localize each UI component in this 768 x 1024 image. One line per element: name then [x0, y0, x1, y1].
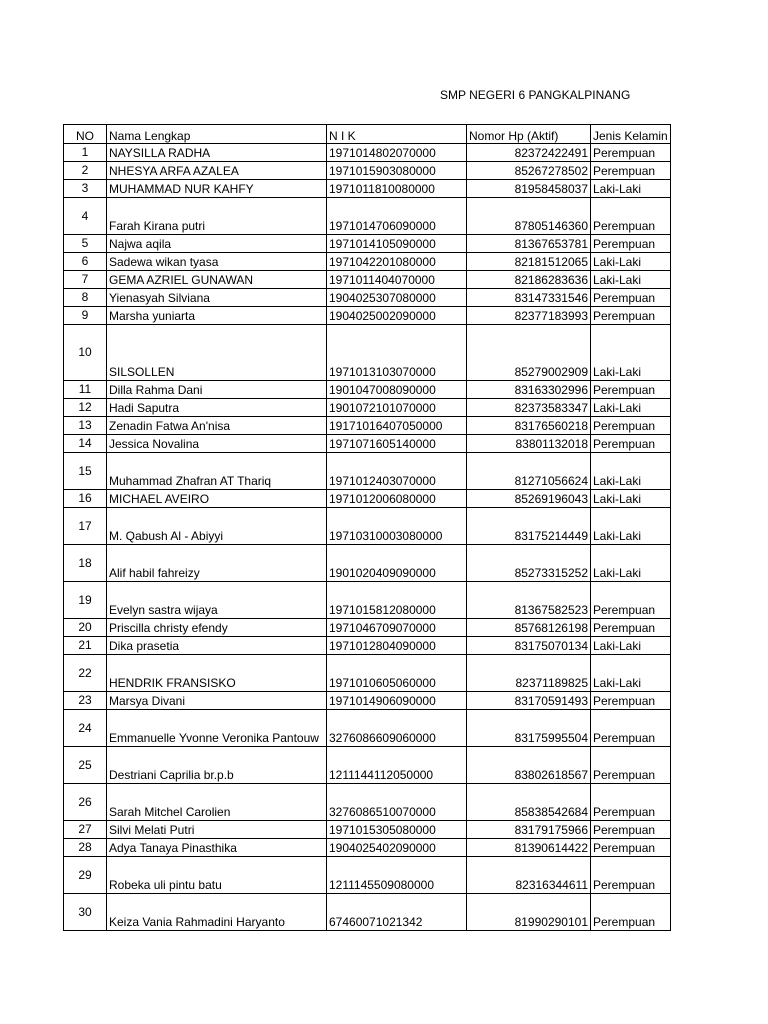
- gender: Laki-Laki: [591, 545, 671, 582]
- nik-value: 1971011404070000: [327, 271, 467, 289]
- phone-number: 87805146360: [467, 198, 591, 235]
- student-name: Emmanuelle Yvonne Veronika Pantouw: [107, 710, 327, 747]
- table-row: [64, 198, 671, 235]
- nik-value: 1971014706090000: [327, 198, 467, 235]
- gender: Perempuan: [591, 619, 671, 637]
- nik-value: 1904025002090000: [327, 307, 467, 325]
- table-row: [64, 271, 671, 289]
- row-number: 8: [64, 289, 107, 307]
- header-jenis-kelamin: Jenis Kelamin: [591, 125, 671, 144]
- row-number: 12: [64, 399, 107, 417]
- nik-value: 1901020409090000: [327, 545, 467, 582]
- table-row: [64, 637, 671, 655]
- nik-value: 1971071605140000: [327, 435, 467, 453]
- student-name: MICHAEL AVEIRO: [107, 490, 327, 508]
- nik-value: 1971012006080000: [327, 490, 467, 508]
- student-name: Adya Tanaya Pinasthika: [107, 839, 327, 857]
- row-number: 27: [64, 821, 107, 839]
- nik-value: 1971046709070000: [327, 619, 467, 637]
- table-row: [64, 545, 671, 582]
- table-row: [64, 894, 671, 931]
- row-number: 4: [64, 198, 107, 235]
- table-row: [64, 144, 671, 162]
- table-row: [64, 582, 671, 619]
- nik-value: 1901072101070000: [327, 399, 467, 417]
- row-number: 2: [64, 162, 107, 180]
- nik-value: 3276086609060000: [327, 710, 467, 747]
- row-number: 23: [64, 692, 107, 710]
- gender: Perempuan: [591, 162, 671, 180]
- student-name: Destriani Caprilia br.p.b: [107, 747, 327, 784]
- table-row: [64, 180, 671, 198]
- gender: Perempuan: [591, 839, 671, 857]
- row-number: 5: [64, 235, 107, 253]
- row-number: 9: [64, 307, 107, 325]
- table-header-row: [64, 125, 671, 144]
- phone-number: 85269196043: [467, 490, 591, 508]
- header-nama-lengkap: Nama Lengkap: [107, 125, 327, 144]
- gender: Perempuan: [591, 692, 671, 710]
- table-row: [64, 381, 671, 399]
- row-number: 16: [64, 490, 107, 508]
- nik-value: 1904025402090000: [327, 839, 467, 857]
- row-number: 10: [64, 325, 107, 381]
- row-number: 11: [64, 381, 107, 399]
- header-no: NO: [64, 125, 107, 144]
- gender: Laki-Laki: [591, 490, 671, 508]
- phone-number: 82181512065: [467, 253, 591, 271]
- student-name: Dika prasetia: [107, 637, 327, 655]
- student-name: Hadi Saputra: [107, 399, 327, 417]
- gender: Perempuan: [591, 198, 671, 235]
- student-name: Sarah Mitchel Carolien: [107, 784, 327, 821]
- student-name: Yienasyah Silviana: [107, 289, 327, 307]
- phone-number: 83801132018: [467, 435, 591, 453]
- student-name: Evelyn sastra wijaya: [107, 582, 327, 619]
- row-number: 22: [64, 655, 107, 692]
- nik-value: 1971042201080000: [327, 253, 467, 271]
- nik-value: 1971012804090000: [327, 637, 467, 655]
- student-name: Alif habil fahreizy: [107, 545, 327, 582]
- row-number: 20: [64, 619, 107, 637]
- gender: Laki-Laki: [591, 180, 671, 198]
- phone-number: 85273315252: [467, 545, 591, 582]
- nik-value: 1971015812080000: [327, 582, 467, 619]
- phone-number: 83147331546: [467, 289, 591, 307]
- row-number: 7: [64, 271, 107, 289]
- gender: Laki-Laki: [591, 399, 671, 417]
- nik-value: 1971012403070000: [327, 453, 467, 490]
- row-number: 3: [64, 180, 107, 198]
- student-name: NHESYA ARFA AZALEA: [107, 162, 327, 180]
- gender: Perempuan: [591, 417, 671, 435]
- nik-value: 1901047008090000: [327, 381, 467, 399]
- gender: Laki-Laki: [591, 253, 671, 271]
- phone-number: 82372422491: [467, 144, 591, 162]
- student-name: Robeka uli pintu batu: [107, 857, 327, 894]
- row-number: 21: [64, 637, 107, 655]
- phone-number: 81367582523: [467, 582, 591, 619]
- row-number: 15: [64, 453, 107, 490]
- phone-number: 83175995504: [467, 710, 591, 747]
- student-name: Farah Kirana putri: [107, 198, 327, 235]
- gender: Perempuan: [591, 582, 671, 619]
- gender: Laki-Laki: [591, 637, 671, 655]
- gender: Perempuan: [591, 894, 671, 931]
- table-row: [64, 162, 671, 180]
- nik-value: 1971014105090000: [327, 235, 467, 253]
- gender: Perempuan: [591, 857, 671, 894]
- student-name: Keiza Vania Rahmadini Haryanto: [107, 894, 327, 931]
- row-number: 13: [64, 417, 107, 435]
- phone-number: 85768126198: [467, 619, 591, 637]
- student-name: HENDRIK FRANSISKO: [107, 655, 327, 692]
- student-name: Sadewa wikan tyasa: [107, 253, 327, 271]
- table-row: [64, 821, 671, 839]
- phone-number: 81990290101: [467, 894, 591, 931]
- phone-number: 83802618567: [467, 747, 591, 784]
- student-name: Muhammad Zhafran AT Thariq: [107, 453, 327, 490]
- student-name: Jessica Novalina: [107, 435, 327, 453]
- table-row: [64, 289, 671, 307]
- phone-number: 85838542684: [467, 784, 591, 821]
- row-number: 30: [64, 894, 107, 931]
- nik-value: 19171016407050000: [327, 417, 467, 435]
- row-number: 25: [64, 747, 107, 784]
- nik-value: 1971013103070000: [327, 325, 467, 381]
- row-number: 24: [64, 710, 107, 747]
- row-number: 17: [64, 508, 107, 545]
- phone-number: 82186283636: [467, 271, 591, 289]
- table-row: [64, 399, 671, 417]
- gender: Perempuan: [591, 821, 671, 839]
- row-number: 19: [64, 582, 107, 619]
- table-row: [64, 839, 671, 857]
- phone-number: 81271056624: [467, 453, 591, 490]
- gender: Perempuan: [591, 144, 671, 162]
- document-title: SMP NEGERI 6 PANGKALPINANG: [440, 88, 631, 102]
- student-name: Najwa aqila: [107, 235, 327, 253]
- nik-value: 1971015903080000: [327, 162, 467, 180]
- phone-number: 83179175966: [467, 821, 591, 839]
- phone-number: 83176560218: [467, 417, 591, 435]
- student-name: Marsya Divani: [107, 692, 327, 710]
- table-row: [64, 417, 671, 435]
- phone-number: 82377183993: [467, 307, 591, 325]
- row-number: 18: [64, 545, 107, 582]
- gender: Perempuan: [591, 307, 671, 325]
- gender: Laki-Laki: [591, 325, 671, 381]
- table-row: [64, 307, 671, 325]
- table-row: [64, 508, 671, 545]
- student-name: Dilla Rahma Dani: [107, 381, 327, 399]
- nik-value: 3276086510070000: [327, 784, 467, 821]
- table-row: [64, 747, 671, 784]
- student-name: Zenadin Fatwa An'nisa: [107, 417, 327, 435]
- student-name: GEMA AZRIEL GUNAWAN: [107, 271, 327, 289]
- phone-number: 82373583347: [467, 399, 591, 417]
- header-nik: N I K: [327, 125, 467, 144]
- nik-value: 1971014802070000: [327, 144, 467, 162]
- gender: Perempuan: [591, 784, 671, 821]
- nik-value: 1211145509080000: [327, 857, 467, 894]
- gender: Perempuan: [591, 235, 671, 253]
- gender: Perempuan: [591, 435, 671, 453]
- table-row: [64, 784, 671, 821]
- phone-number: 82371189825: [467, 655, 591, 692]
- table-row: [64, 235, 671, 253]
- gender: Laki-Laki: [591, 453, 671, 490]
- student-name: M. Qabush Al - Abiyyi: [107, 508, 327, 545]
- student-name: Marsha yuniarta: [107, 307, 327, 325]
- gender: Laki-Laki: [591, 655, 671, 692]
- table-row: [64, 857, 671, 894]
- nik-value: 1211144112050000: [327, 747, 467, 784]
- gender: Perempuan: [591, 381, 671, 399]
- phone-number: 81958458037: [467, 180, 591, 198]
- row-number: 29: [64, 857, 107, 894]
- row-number: 1: [64, 144, 107, 162]
- gender: Perempuan: [591, 747, 671, 784]
- student-table: [63, 124, 671, 931]
- phone-number: 83175070134: [467, 637, 591, 655]
- phone-number: 83170591493: [467, 692, 591, 710]
- nik-value: 1971011810080000: [327, 180, 467, 198]
- row-number: 6: [64, 253, 107, 271]
- phone-number: 85267278502: [467, 162, 591, 180]
- phone-number: 85279002909: [467, 325, 591, 381]
- gender: Laki-Laki: [591, 508, 671, 545]
- student-name: MUHAMMAD NUR KAHFY: [107, 180, 327, 198]
- student-name: NAYSILLA RADHA: [107, 144, 327, 162]
- student-name: SILSOLLEN: [107, 325, 327, 381]
- phone-number: 83175214449: [467, 508, 591, 545]
- gender: Perempuan: [591, 710, 671, 747]
- nik-value: 67460071021342: [327, 894, 467, 931]
- nik-value: 1971014906090000: [327, 692, 467, 710]
- gender: Perempuan: [591, 289, 671, 307]
- table-row: [64, 253, 671, 271]
- nik-value: 19710310003080000: [327, 508, 467, 545]
- row-number: 14: [64, 435, 107, 453]
- phone-number: 83163302996: [467, 381, 591, 399]
- table-row: [64, 692, 671, 710]
- nik-value: 1904025307080000: [327, 289, 467, 307]
- nik-value: 1971015305080000: [327, 821, 467, 839]
- table-row: [64, 710, 671, 747]
- nik-value: 1971010605060000: [327, 655, 467, 692]
- table-row: [64, 490, 671, 508]
- student-name: Priscilla christy efendy: [107, 619, 327, 637]
- row-number: 28: [64, 839, 107, 857]
- student-name: Silvi Melati Putri: [107, 821, 327, 839]
- row-number: 26: [64, 784, 107, 821]
- table-row: [64, 453, 671, 490]
- table-row: [64, 325, 671, 381]
- phone-number: 81390614422: [467, 839, 591, 857]
- phone-number: 82316344611: [467, 857, 591, 894]
- table-row: [64, 435, 671, 453]
- header-nomor-hp: Nomor Hp (Aktif): [467, 125, 591, 144]
- table-row: [64, 619, 671, 637]
- table-row: [64, 655, 671, 692]
- phone-number: 81367653781: [467, 235, 591, 253]
- gender: Laki-Laki: [591, 271, 671, 289]
